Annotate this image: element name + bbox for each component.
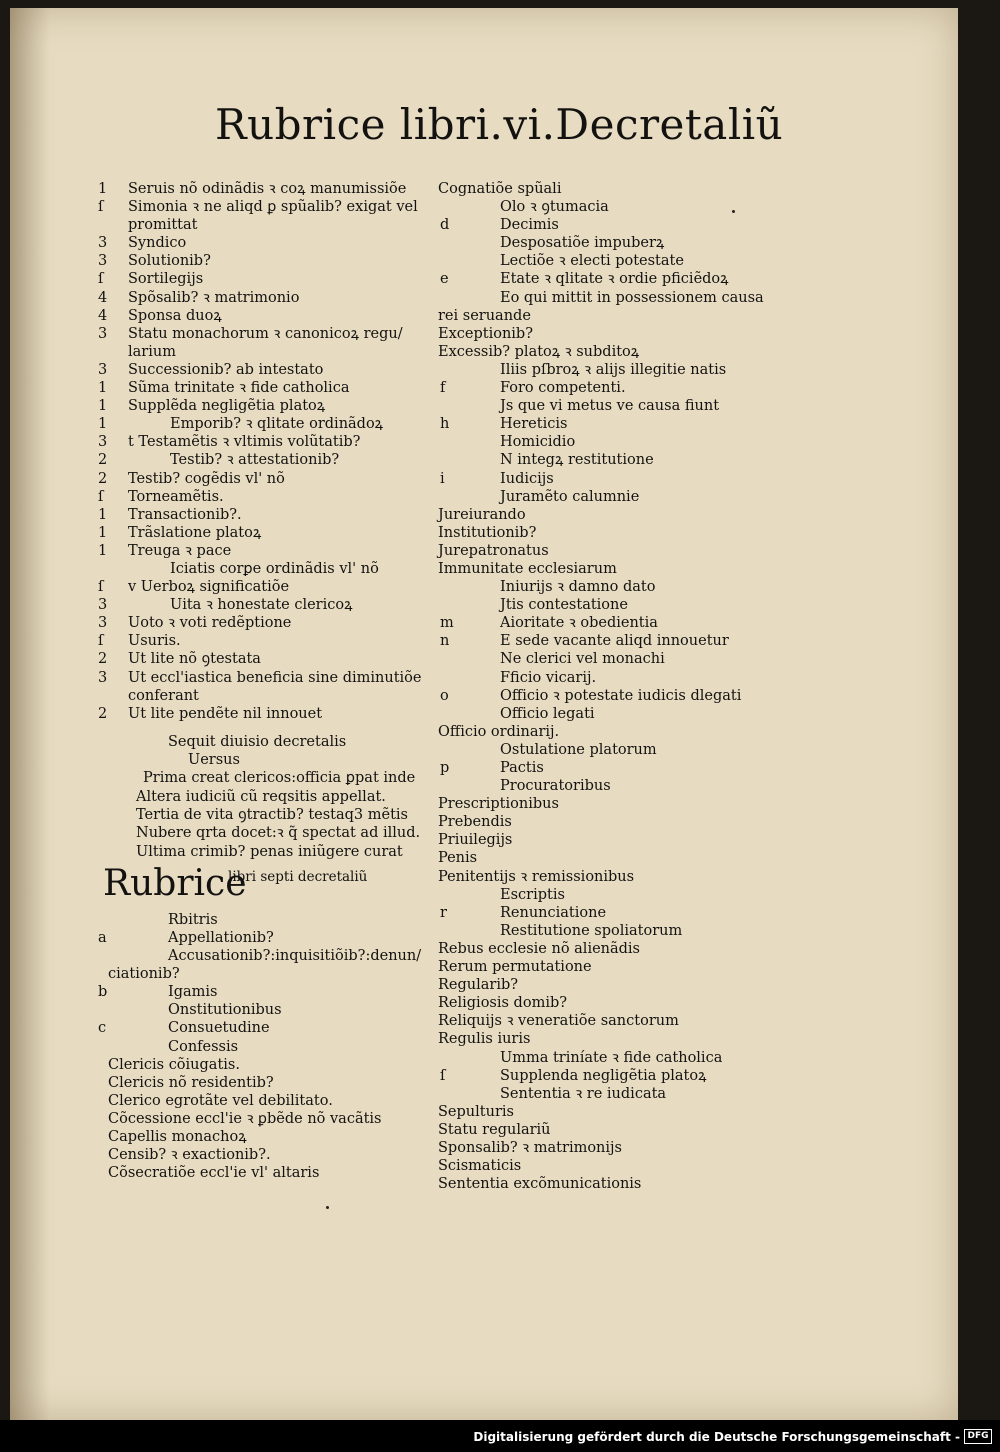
left-rubric-list <box>98 180 428 723</box>
entry-text: Excessib? platoꝝ ꝛ subditoꝝ <box>438 343 640 360</box>
entry-marker: 1 <box>98 398 108 415</box>
entry-marker: ſ <box>98 199 104 216</box>
verse-block <box>98 733 428 861</box>
entry-text: Transactionib?. <box>128 506 242 523</box>
entry-text: Regulis iuris <box>438 1031 531 1048</box>
rubric-entry <box>98 911 428 929</box>
entry-text: Exceptionib? <box>438 325 533 342</box>
rubric-entry <box>438 524 758 542</box>
rubric-entry <box>438 687 758 705</box>
entry-text: Ut lite pendẽte nil innouet <box>128 705 323 722</box>
entry-marker: 2 <box>98 452 108 469</box>
dfg-logo: DFG <box>964 1429 992 1444</box>
entry-marker: c <box>98 1020 107 1037</box>
entry-text: Uita ꝛ honestate clericoꝝ <box>170 597 353 614</box>
entry-text: Sũma trinitate ꝛ fide catholica <box>128 380 350 397</box>
entry-text: Eo qui mittit in possessionem causa <box>500 289 764 306</box>
rubric-entry <box>98 1001 428 1019</box>
entry-text: Syndico <box>128 235 187 252</box>
rubric-entry <box>438 904 758 922</box>
rubric-entry <box>438 669 758 687</box>
entry-text: Cõcessione eccl'ie ꝛ ꝑbẽde nõ vacãtis <box>108 1110 382 1127</box>
rubric-entry <box>438 470 758 488</box>
entry-text: Supplenda negligẽtia platoꝝ <box>500 1067 707 1084</box>
entry-text: Sponsalib? ꝛ matrimonijs <box>438 1139 622 1156</box>
entry-text: Homicidio <box>500 434 576 451</box>
rubric-entry <box>438 868 758 886</box>
entry-text: Regularib? <box>438 977 519 994</box>
verse-line <box>98 733 428 751</box>
rubric-entry <box>98 596 428 614</box>
rubric-entry <box>438 886 758 904</box>
entry-text: Ut eccl'iastica beneficia sine diminutiõe <box>128 669 422 686</box>
rubric-entry <box>438 325 758 343</box>
rubric-entry <box>438 650 758 668</box>
entry-text: Ut lite nõ ꝯtestata <box>128 651 261 668</box>
entry-text: Seruis nõ odinãdis ꝛ coꝝ manumissiõe <box>128 181 407 197</box>
rubric-entry <box>438 361 758 379</box>
entry-text: Etate ꝛ qlitate ꝛ ordie pficiẽdoꝝ <box>500 271 729 288</box>
rubric-entry <box>98 524 428 542</box>
entry-text: Appellationib? <box>168 929 274 946</box>
rubric-entry <box>98 234 428 252</box>
entry-text: Prescriptionibus <box>438 796 559 813</box>
entry-marker: 1 <box>98 380 108 397</box>
entry-text: E sede vacante aliqd innouetur <box>500 633 729 650</box>
rubric-entry <box>98 397 428 415</box>
entry-marker: ſ <box>98 579 104 596</box>
entry-text: Pactis <box>500 760 544 776</box>
entry-text: Statu monachorum ꝛ canonicoꝝ regu/ <box>128 325 403 342</box>
verse-text: Sequit diuisio decretalis <box>168 733 347 750</box>
entry-text: Rbitris <box>168 911 218 928</box>
rubric-entry <box>438 849 758 867</box>
rubric-entry <box>438 343 758 361</box>
verse-line <box>98 824 428 842</box>
entry-marker: 4 <box>98 307 108 324</box>
rubric-entry <box>438 415 758 433</box>
rubric-entry <box>438 216 758 234</box>
rubrica-heading <box>98 862 428 911</box>
rubric-entry <box>98 1074 428 1092</box>
entry-marker: 3 <box>98 615 108 632</box>
entry-text: Usuris. <box>128 633 181 650</box>
rubrica-big-initial: Rubrice <box>103 862 247 904</box>
entry-text: Successionib? ab intestato <box>128 361 324 378</box>
entry-text: Aioritate ꝛ obedientia <box>500 615 658 632</box>
entry-marker: 3 <box>98 235 108 252</box>
verse-text: Uersus <box>188 752 240 769</box>
entry-text: ciationib? <box>108 966 180 983</box>
entry-marker: 3 <box>98 434 108 451</box>
rubric-entry <box>98 325 428 343</box>
entry-marker: 3 <box>98 325 108 342</box>
rubric-entry <box>438 1103 758 1121</box>
entry-text: Spõsalib? ꝛ matrimonio <box>128 289 300 306</box>
rubric-entry <box>438 1067 758 1085</box>
verse-text: Prima creat clericos:officia ꝑpat inde <box>143 770 416 787</box>
entry-text: Rebus ecclesie nõ alienãdis <box>438 940 641 957</box>
verse-line <box>98 788 428 806</box>
rubric-entry <box>438 741 758 759</box>
entry-marker: 2 <box>98 705 108 722</box>
rubrica-list <box>98 911 428 1182</box>
entry-text: conferant <box>128 687 199 704</box>
entry-text: Trãslatione platoꝝ <box>128 524 262 541</box>
rubric-entry <box>98 1164 428 1182</box>
rubric-entry <box>98 578 428 596</box>
entry-text: Confessis <box>168 1038 239 1055</box>
rubric-entry <box>438 578 758 596</box>
entry-text: Escriptis <box>500 886 565 903</box>
book-page <box>10 8 958 1420</box>
entry-marker: m <box>440 615 454 632</box>
entry-text: Scismaticis <box>438 1158 522 1175</box>
entry-text: Testib? ꝛ attestationib? <box>170 452 340 469</box>
entry-text: Consuetudine <box>168 1020 270 1037</box>
rubric-entry <box>98 687 428 705</box>
verse-line <box>98 806 428 824</box>
entry-text: Accusationib?:inquisitiõib?:denun/ <box>168 948 422 965</box>
entry-text: rei seruande <box>438 307 531 324</box>
rubric-entry <box>438 451 758 469</box>
rubric-entry <box>438 252 758 270</box>
rubric-entry <box>438 1049 758 1067</box>
entry-marker: f <box>440 380 446 397</box>
entry-text: Jureiurando <box>438 506 526 523</box>
rubric-entry <box>98 560 428 578</box>
entry-text: Js que vi metus ve causa fiunt <box>500 398 720 415</box>
rubric-entry <box>438 632 758 650</box>
rubric-entry <box>98 1038 428 1056</box>
footer-credit: Digitalisierung gefördert durch die Deutsche Forschungsgemeinschaft - <box>473 1430 960 1444</box>
rubric-entry <box>438 777 758 795</box>
entry-text: Censib? ꝛ exactionib?. <box>108 1147 271 1164</box>
rubric-entry <box>98 965 428 983</box>
rubric-entry <box>438 994 758 1012</box>
entry-marker: 1 <box>98 542 108 559</box>
rubric-entry <box>98 180 428 198</box>
rubric-entry <box>438 705 758 723</box>
rubric-entry <box>438 614 758 632</box>
entry-marker: 2 <box>98 651 108 668</box>
entry-text: Restitutione spoliatorum <box>500 922 683 939</box>
entry-text: promittat <box>128 217 198 234</box>
entry-text: Procuratoribus <box>500 778 611 795</box>
rubric-entry <box>438 1157 758 1175</box>
entry-text: Prebendis <box>438 814 512 831</box>
entry-text: Decimis <box>500 217 559 234</box>
entry-text: Renunciatione <box>500 904 607 921</box>
entry-marker: 1 <box>98 506 108 523</box>
entry-marker: 3 <box>98 597 108 614</box>
rubric-entry <box>98 488 428 506</box>
rubric-entry <box>438 958 758 976</box>
rubric-entry <box>438 198 758 216</box>
rubric-entry <box>98 506 428 524</box>
entry-marker: a <box>98 929 107 946</box>
entry-text: Sepulturis <box>438 1103 514 1120</box>
entry-text: v Uerboꝝ significatiõe <box>128 579 290 596</box>
footer-bar <box>0 1420 1000 1452</box>
rubric-entry <box>438 1121 758 1139</box>
entry-marker: d <box>440 217 450 234</box>
entry-text: Torneamẽtis. <box>128 488 224 505</box>
rubric-entry <box>98 1092 428 1110</box>
entry-text: Lectiõe ꝛ electi potestate <box>500 253 684 270</box>
rubric-entry <box>438 1175 758 1193</box>
entry-text: Igamis <box>168 984 218 1001</box>
rubric-entry <box>438 488 758 506</box>
rubric-entry <box>98 415 428 433</box>
right-rubric-list <box>438 180 764 1193</box>
entry-text: Iciatis corꝑe ordinãdis vl' nõ <box>170 560 379 577</box>
entry-marker: ſ <box>98 633 104 650</box>
entry-marker: 1 <box>98 524 108 541</box>
entry-text: Religiosis domib? <box>438 995 568 1012</box>
rubric-entry <box>438 433 758 451</box>
verse-text: Altera iudiciũ cũ reqsitis appellat. <box>136 788 386 805</box>
entry-text: Ostulatione platorum <box>500 741 657 758</box>
entry-marker: 3 <box>98 361 108 378</box>
rubric-entry <box>98 252 428 270</box>
rubric-entry <box>98 632 428 650</box>
entry-text: Sortilegijs <box>128 271 204 288</box>
entry-marker: ſ <box>98 271 104 288</box>
rubric-entry <box>438 1012 758 1030</box>
entry-text: Ne clerici vel monachi <box>500 651 665 668</box>
entry-marker: 1 <box>98 416 108 433</box>
page-gutter-shadow <box>10 8 50 1420</box>
entry-text: Statu regulariũ <box>438 1121 551 1138</box>
entry-text: Sententia excõmunicationis <box>438 1176 642 1193</box>
entry-text: Officio legati <box>500 705 595 722</box>
entry-text: Reliquijs ꝛ veneratiõe sanctorum <box>438 1013 679 1030</box>
entry-marker: p <box>440 760 450 776</box>
entry-text: Olo ꝛ ꝯtumacia <box>500 199 609 216</box>
rubric-entry <box>98 1146 428 1164</box>
rubric-entry <box>98 379 428 397</box>
right-column <box>438 180 764 1193</box>
page-title: Rubrice libri.vi.Decretaliũ <box>215 100 784 149</box>
entry-marker: 2 <box>98 470 108 487</box>
entry-marker: ſ <box>440 1067 446 1084</box>
rubric-entry <box>438 723 758 741</box>
entry-text: Juramẽto calumnie <box>500 488 640 505</box>
rubric-entry <box>438 940 758 958</box>
entry-text: Jtis contestatione <box>500 597 628 614</box>
entry-text: Foro competenti. <box>500 380 626 397</box>
rubric-entry <box>98 542 428 560</box>
entry-text: Supplẽda negligẽtia platoꝝ <box>128 398 326 415</box>
rubric-entry <box>98 929 428 947</box>
entry-marker: 3 <box>98 669 108 686</box>
verse-text: Nubere qrta docet:ꝛ q̃ spectat ad illud. <box>136 825 421 842</box>
rubric-entry <box>98 433 428 451</box>
entry-text: Clericis cõiugatis. <box>108 1056 240 1073</box>
entry-text: Treuga ꝛ pace <box>128 542 232 559</box>
entry-text: Iliis pſbroꝝ ꝛ alijs illegitie natis <box>500 361 727 378</box>
rubric-entry <box>438 813 758 831</box>
rubric-entry <box>98 216 428 234</box>
entry-marker: n <box>440 633 450 650</box>
rubric-entry <box>438 542 758 560</box>
verse-line <box>98 769 428 787</box>
rubric-entry <box>438 379 758 397</box>
entry-marker: i <box>440 470 445 487</box>
entry-text: Onstitutionibus <box>168 1002 282 1019</box>
entry-marker: 1 <box>98 181 108 197</box>
entry-marker: 3 <box>98 253 108 270</box>
rubric-entry <box>438 1139 758 1157</box>
entry-text: Capellis monachoꝝ <box>108 1129 247 1146</box>
rubric-entry <box>98 1128 428 1146</box>
rubric-entry <box>98 361 428 379</box>
entry-text: Emporib? ꝛ qlitate ordinãdoꝝ <box>170 416 384 433</box>
rubric-entry <box>98 470 428 488</box>
entry-text: Sententia ꝛ re iudicata <box>500 1085 667 1102</box>
rubric-entry <box>98 650 428 668</box>
verse-text: Ultima crimib? penas iniũgere curat <box>136 843 403 860</box>
entry-marker: h <box>440 416 450 433</box>
entry-text: Penis <box>438 850 478 867</box>
entry-text: Cõsecratiõe eccl'ie vl' altaris <box>108 1165 320 1182</box>
entry-text: Hereticis <box>500 416 568 433</box>
entry-text: Iniurijs ꝛ damno dato <box>500 579 656 596</box>
rubric-entry <box>438 1085 758 1103</box>
rubric-entry <box>98 1019 428 1037</box>
rubric-entry <box>438 307 758 325</box>
verse-line <box>98 751 428 769</box>
rubric-entry <box>438 289 764 307</box>
verse-line <box>98 843 428 861</box>
entry-marker: r <box>440 904 447 921</box>
entry-marker: e <box>440 271 449 288</box>
left-column <box>98 180 428 1182</box>
rubric-entry <box>98 1056 428 1074</box>
rubric-entry <box>98 343 428 361</box>
ink-speck <box>732 210 735 213</box>
rubric-entry <box>438 759 758 777</box>
entry-text: t Testamẽtis ꝛ vltimis volũtatib? <box>128 434 361 451</box>
entry-text: larium <box>128 343 176 360</box>
rubric-entry <box>438 180 758 198</box>
rubric-entry <box>98 289 428 307</box>
entry-text: Umma triníate ꝛ fide catholica <box>500 1049 723 1066</box>
entry-text: Sponsa duoꝝ <box>128 307 222 324</box>
entry-text: Testib? cogẽdis vl' nõ <box>128 470 285 487</box>
entry-text: N integꝝ restitutione <box>500 452 654 469</box>
entry-marker: b <box>98 984 108 1001</box>
rubric-entry <box>98 307 428 325</box>
rubric-entry <box>438 234 758 252</box>
rubric-entry <box>98 451 428 469</box>
entry-text: Institutionib? <box>438 524 537 541</box>
entry-text: Simonia ꝛ ne aliqd ꝑ spũalib? exigat vel <box>128 199 418 216</box>
entry-text: Cognatiõe spũali <box>438 181 562 197</box>
entry-text: Clericis nõ residentib? <box>108 1074 274 1091</box>
rubric-entry <box>98 947 428 965</box>
rubric-entry <box>438 596 758 614</box>
rubric-entry <box>438 922 758 940</box>
rubric-entry <box>438 795 758 813</box>
entry-marker: o <box>440 687 449 704</box>
rubric-entry <box>98 1110 428 1128</box>
ink-speck <box>326 1206 329 1209</box>
rubric-entry <box>98 983 428 1001</box>
entry-text: Fficio vicarij. <box>500 669 597 686</box>
rubric-entry <box>98 198 428 216</box>
entry-text: Solutionib? <box>128 253 211 270</box>
rubrica-subtitle: libri septi decretaliũ <box>228 868 368 885</box>
rubric-entry <box>438 270 758 288</box>
rubric-entry <box>438 1030 758 1048</box>
entry-text: Immunitate ecclesiarum <box>438 560 617 577</box>
rubric-entry <box>438 506 758 524</box>
rubric-entry <box>438 397 758 415</box>
entry-text: Officio ordinarij. <box>438 723 560 740</box>
entry-marker: ſ <box>98 488 104 505</box>
entry-text: Jurepatronatus <box>438 542 549 559</box>
entry-text: Penitentijs ꝛ remissionibus <box>438 868 635 885</box>
entry-text: Rerum permutatione <box>438 959 592 976</box>
entry-text: Uoto ꝛ voti redẽptione <box>128 615 292 632</box>
entry-text: Iudicijs <box>500 470 554 487</box>
rubric-entry <box>438 831 758 849</box>
rubric-entry <box>98 669 428 687</box>
entry-text: Desposatiõe impuberꝝ <box>500 235 665 252</box>
rubric-entry <box>98 614 428 632</box>
entry-text: Priuilegijs <box>438 832 513 849</box>
entry-text: Clerico egrotãte vel debilitato. <box>108 1092 333 1109</box>
entry-text: Officio ꝛ potestate iudicis dlegati <box>500 687 742 704</box>
entry-marker: 4 <box>98 289 108 306</box>
rubric-entry <box>438 976 758 994</box>
rubric-entry <box>98 270 428 288</box>
verse-text: Tertia de vita ꝯtractib? testaq3 mẽtis <box>136 807 408 823</box>
rubric-entry <box>438 560 758 578</box>
rubric-entry <box>98 705 428 723</box>
